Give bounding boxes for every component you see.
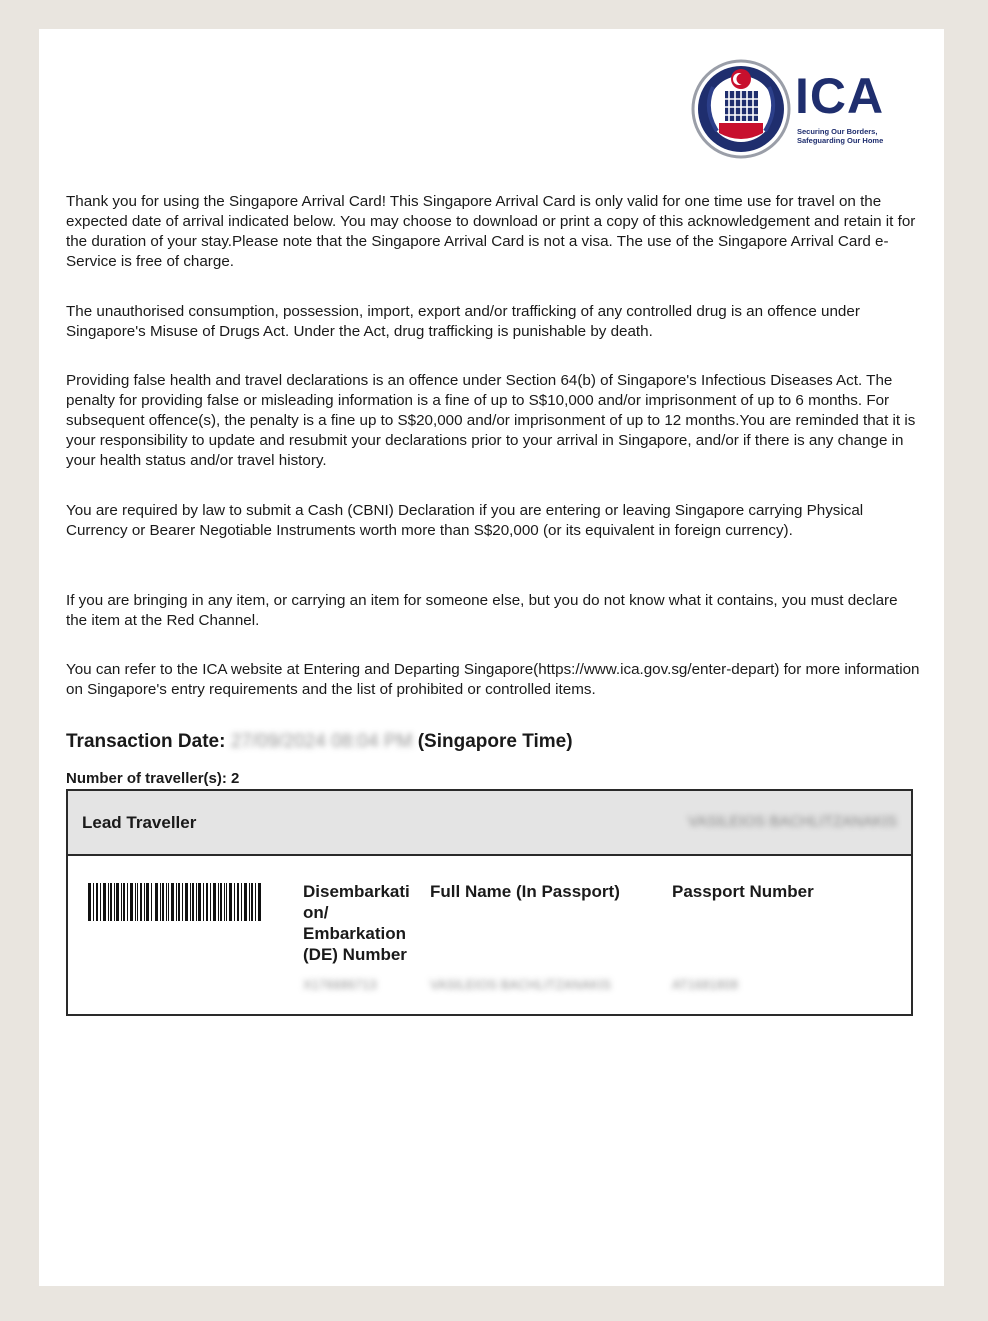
ica-logo-title: ICA bbox=[795, 68, 885, 124]
de-header-line-2: on/ bbox=[303, 903, 329, 922]
transaction-date-label: Transaction Date: bbox=[66, 731, 226, 752]
full-name-header: Full Name (In Passport) bbox=[430, 882, 620, 901]
de-number-value: X176686713 bbox=[303, 977, 377, 992]
de-header-line-3: Embarkation bbox=[303, 924, 406, 943]
traveller-table bbox=[66, 789, 913, 1016]
tagline-line-2: Safeguarding Our Home bbox=[797, 136, 884, 145]
tagline-line-1: Securing Our Borders, bbox=[797, 127, 878, 136]
passport-number-header: Passport Number bbox=[672, 882, 814, 901]
de-header-line-1: Disembarkati bbox=[303, 882, 410, 901]
de-header-line-4: (DE) Number bbox=[303, 945, 407, 964]
ica-logo-tagline bbox=[797, 127, 897, 145]
transaction-time-zone: (Singapore Time) bbox=[417, 731, 573, 752]
lead-traveller-label: Lead Traveller bbox=[82, 813, 197, 832]
passport-number-value: AT1681808 bbox=[672, 977, 739, 992]
lead-traveller-row bbox=[68, 791, 911, 856]
red-channel-paragraph: If you are bringing in any item, or carrying an item for someone else, but you do not know what it contains, you must declare the item at the Red Channel. bbox=[66, 592, 898, 629]
health-declaration-paragraph: Providing false health and travel declarations is an offence under Section 64(b) of Singapore's Infectious Diseases Act. The penalty for providing false or misleading information is a fine of up to S$10,000 and/or imprisonment of up to 6 months. For subsequent offence(s), the penalty is a fine up to S$20,000 and/or imprisonment of up to 12 months.You are reminded that it is your responsibility to update and resubmit your declarations prior to your arrival in Singapore, and/or if there is any change in your health status and/or travel history. bbox=[66, 372, 916, 469]
traveller-count: Number of traveller(s): 2 bbox=[66, 770, 240, 787]
ica-website-paragraph: You can refer to the ICA website at Entering and Departing Singapore(https://www.ica.gov.sg/enter-depart) for more information on Singapore's entry requirements and the list of prohibited or controlled items. bbox=[66, 661, 920, 698]
lead-traveller-name: VASILEIOS BACHLITZANAKIS bbox=[688, 813, 897, 830]
barcode-icon bbox=[88, 883, 262, 921]
full-name-value: VASILEIOS BACHLITZANAKIS bbox=[430, 977, 612, 992]
intro-paragraph: Thank you for using the Singapore Arrival Card! This Singapore Arrival Card is only valid for one time use for travel on the expected date of arrival indicated below. You may choose to download or print a copy of this acknowledgement and retain it for the duration of your stay.Please note that the Singapore Arrival Card is not a visa. The use of the Singapore Arrival Card e-Service is free of charge. bbox=[66, 193, 916, 270]
transaction-date-value: 27/09/2024 08:04 PM bbox=[230, 731, 413, 752]
de-number-header bbox=[303, 881, 410, 965]
transaction-date bbox=[66, 730, 573, 754]
drugs-notice-paragraph: The unauthorised consumption, possession, import, export and/or trafficking of any controlled drug is an offence under Singapore's Misuse of Drugs Act. Under the Act, drug trafficking is punishable by death. bbox=[66, 303, 860, 340]
cash-declaration-paragraph: You are required by law to submit a Cash (CBNI) Declaration if you are entering or leaving Singapore carrying Physical Currency or Bearer Negotiable Instruments worth more than S$20,000 (or its equivalent in foreign currency). bbox=[66, 502, 864, 539]
arrival-card-document bbox=[39, 29, 944, 1286]
